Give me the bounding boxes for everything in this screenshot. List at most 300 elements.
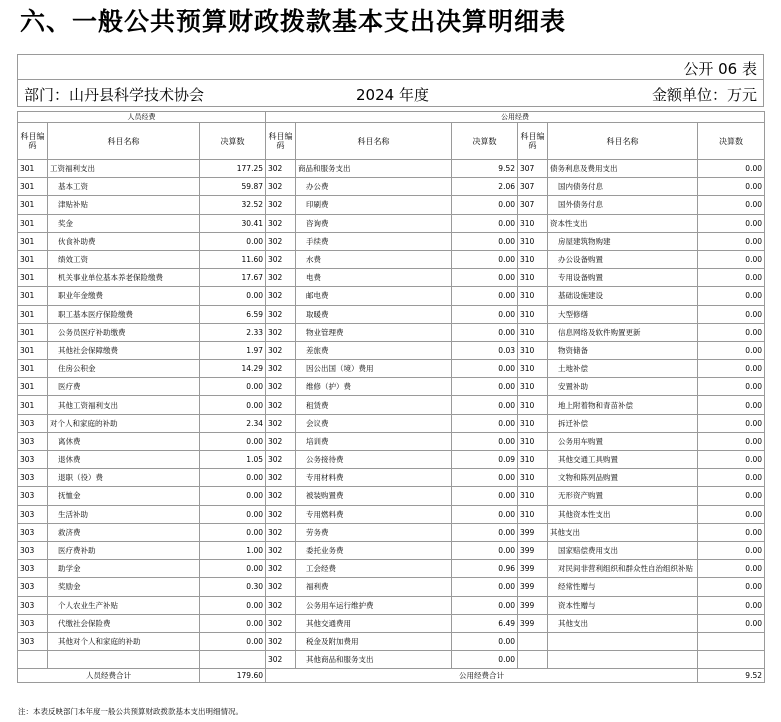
subject-code: 302 [266,596,296,614]
subject-amount: 0.00 [698,360,765,378]
subject-name: 因公出国（境）费用 [296,360,452,378]
table-row [18,196,765,214]
header-divider [18,79,763,80]
subject-code: 303 [18,469,48,487]
subject-amount: 0.00 [698,269,765,287]
subject-code: 302 [266,432,296,450]
subject-code: 302 [266,250,296,268]
subject-code: 310 [518,287,548,305]
subject-amount: 0.00 [698,178,765,196]
subject-name: 国内债务付息 [548,178,698,196]
table-row [18,323,765,341]
subject-code: 302 [266,341,296,359]
subject-name: 大型修缮 [548,305,698,323]
subject-name: 公务员医疗补助缴费 [48,323,200,341]
col-amount-2: 决算数 [452,123,518,160]
subject-code: 303 [18,596,48,614]
subject-amount: 0.00 [698,341,765,359]
subject-name: 地上附着物和青苗补偿 [548,396,698,414]
subject-code: 399 [518,541,548,559]
table-row [18,451,765,469]
subject-amount: 0.00 [452,432,518,450]
subject-code: 307 [518,160,548,178]
public-total-label: 公用经费合计 [266,669,698,683]
subject-name: 其他资本性支出 [548,505,698,523]
subject-name: 资本性支出 [548,214,698,232]
subject-amount: 0.00 [698,614,765,632]
subject-code: 399 [518,596,548,614]
subject-name: 房屋建筑物购建 [548,232,698,250]
col-code-3: 科目编码 [518,123,548,160]
subject-code: 302 [266,360,296,378]
fiscal-year: 2024 年度 [356,86,429,104]
table-body [18,160,765,669]
section-row [18,112,765,123]
subject-amount: 0.00 [452,651,518,669]
table-row [18,232,765,250]
subject-code: 310 [518,396,548,414]
subject-code: 302 [266,396,296,414]
subject-code: 302 [266,232,296,250]
subject-amount: 0.00 [452,214,518,232]
subject-name: 基本工资 [48,178,200,196]
subject-code: 302 [266,305,296,323]
subject-code: 307 [518,178,548,196]
subject-amount: 0.00 [698,196,765,214]
subject-name: 委托业务费 [296,541,452,559]
public-total-value: 9.52 [698,669,765,683]
subject-amount: 0.03 [452,341,518,359]
subject-name: 医疗费 [48,378,200,396]
subject-code: 302 [266,578,296,596]
subject-amount: 0.00 [452,523,518,541]
subject-name: 住房公积金 [48,360,200,378]
table-row [18,378,765,396]
subject-amount: 0.00 [452,487,518,505]
subject-amount: 0.00 [698,560,765,578]
subject-code: 302 [266,541,296,559]
subject-name: 对个人和家庭的补助 [48,414,200,432]
subject-name: 生活补助 [48,505,200,523]
subject-amount: 0.00 [452,323,518,341]
subject-name: 其他对个人和家庭的补助 [48,632,200,650]
subject-amount: 0.00 [698,432,765,450]
subject-code: 302 [266,632,296,650]
subject-name: 绩效工资 [48,250,200,268]
col-amount-3: 决算数 [698,123,765,160]
subject-amount: 0.00 [698,469,765,487]
subject-amount: 1.00 [200,541,266,559]
subject-amount: 0.00 [200,614,266,632]
subject-amount: 0.00 [200,378,266,396]
subject-name: 国外债务付息 [548,196,698,214]
subject-code: 301 [18,341,48,359]
subject-code: 301 [18,305,48,323]
subject-code: 301 [18,269,48,287]
table-row [18,178,765,196]
subject-amount [698,651,765,669]
subject-name: 商品和服务支出 [296,160,452,178]
subject-amount: 17.67 [200,269,266,287]
subject-code: 303 [18,451,48,469]
subject-name: 咨询费 [296,214,452,232]
table-row [18,578,765,596]
subject-name: 劳务费 [296,523,452,541]
table-row [18,487,765,505]
subject-amount: 0.00 [698,305,765,323]
subject-code: 303 [18,560,48,578]
subject-amount: 1.97 [200,341,266,359]
subject-code: 310 [518,232,548,250]
subject-name: 代缴社会保险费 [48,614,200,632]
subject-amount: 0.30 [200,578,266,596]
subject-name: 救济费 [48,523,200,541]
subject-amount: 11.60 [200,250,266,268]
subject-name: 税金及附加费用 [296,632,452,650]
subject-name: 差旅费 [296,341,452,359]
subject-amount: 0.00 [452,578,518,596]
subject-code: 302 [266,523,296,541]
subject-name: 培训费 [296,432,452,450]
subject-code: 302 [266,414,296,432]
report-header [17,54,764,107]
subject-code: 303 [18,541,48,559]
subject-name: 助学金 [48,560,200,578]
subject-amount: 0.00 [452,414,518,432]
subject-code: 301 [18,250,48,268]
subject-name: 退职（役）费 [48,469,200,487]
subject-name [548,651,698,669]
subject-amount: 0.00 [452,360,518,378]
subject-code: 303 [18,414,48,432]
subject-code: 303 [18,505,48,523]
table-row [18,432,765,450]
subject-code: 399 [518,523,548,541]
subject-name: 工会经费 [296,560,452,578]
subject-code: 302 [266,269,296,287]
subject-amount: 6.49 [452,614,518,632]
subject-name: 福利费 [296,578,452,596]
col-code-2: 科目编码 [266,123,296,160]
subject-code: 303 [18,632,48,650]
subject-name: 职业年金缴费 [48,287,200,305]
subject-name: 其他社会保障缴费 [48,341,200,359]
subject-name: 办公设备购置 [548,250,698,268]
subject-amount: 0.00 [698,505,765,523]
subject-name: 国家赔偿费用支出 [548,541,698,559]
subject-name: 工资福利支出 [48,160,200,178]
subject-name: 租赁费 [296,396,452,414]
table-row [18,214,765,232]
subject-code: 301 [18,160,48,178]
table-row [18,651,765,669]
col-name-1: 科目名称 [48,123,200,160]
subject-amount: 0.00 [200,632,266,650]
subject-amount: 0.00 [200,560,266,578]
subject-amount: 0.00 [698,487,765,505]
subject-code: 302 [266,323,296,341]
subject-amount: 0.00 [452,378,518,396]
subject-name: 水费 [296,250,452,268]
subject-amount: 0.96 [452,560,518,578]
subject-code: 310 [518,505,548,523]
subject-code: 310 [518,250,548,268]
subject-code: 399 [518,560,548,578]
table-row [18,341,765,359]
subject-amount: 0.00 [698,214,765,232]
subject-name: 取暖费 [296,305,452,323]
subject-name: 对民间非营利组织和群众性自治组织补贴 [548,560,698,578]
subject-name: 抚恤金 [48,487,200,505]
subject-amount: 0.00 [698,414,765,432]
subject-code: 302 [266,614,296,632]
subject-amount: 0.00 [452,250,518,268]
subject-name: 奖励金 [48,578,200,596]
subject-name: 文物和陈列品购置 [548,469,698,487]
subject-amount: 2.34 [200,414,266,432]
subject-code: 310 [518,487,548,505]
subject-code: 302 [266,451,296,469]
col-name-3: 科目名称 [548,123,698,160]
subject-code: 302 [266,178,296,196]
subject-name: 专用设备购置 [548,269,698,287]
amount-unit: 金额单位：万元 [651,86,757,104]
subject-amount: 0.00 [698,378,765,396]
subject-code: 301 [18,232,48,250]
table-row [18,360,765,378]
table-row [18,523,765,541]
table-row [18,469,765,487]
subject-amount: 0.00 [698,160,765,178]
subject-name: 邮电费 [296,287,452,305]
table-row [18,305,765,323]
subject-code: 310 [518,341,548,359]
subject-name: 资本性赠与 [548,596,698,614]
subject-code: 310 [518,432,548,450]
subject-amount: 0.00 [698,323,765,341]
subject-amount: 6.59 [200,305,266,323]
subject-amount [698,632,765,650]
subject-name: 安置补助 [548,378,698,396]
subject-name: 维修（护）费 [296,378,452,396]
table-row [18,541,765,559]
subject-amount: 2.33 [200,323,266,341]
subject-name: 债务利息及费用支出 [548,160,698,178]
subject-amount: 177.25 [200,160,266,178]
form-number: 公开 06 表 [683,60,757,78]
subject-name: 机关事业单位基本养老保险缴费 [48,269,200,287]
subject-name: 信息网络及软件购置更新 [548,323,698,341]
subject-amount: 14.29 [200,360,266,378]
subject-code: 301 [18,396,48,414]
subject-amount: 0.00 [698,250,765,268]
table-row [18,560,765,578]
subject-amount: 0.00 [452,541,518,559]
col-code-1: 科目编码 [18,123,48,160]
table-row [18,250,765,268]
subject-name: 津贴补贴 [48,196,200,214]
subject-amount: 0.00 [200,487,266,505]
subject-name: 被装购置费 [296,487,452,505]
subject-name: 物资储备 [548,341,698,359]
subject-amount: 0.00 [698,596,765,614]
subject-name: 其他商品和服务支出 [296,651,452,669]
department-label: 部门：山丹县科学技术协会 [24,86,205,104]
subject-code: 310 [518,451,548,469]
subject-code: 310 [518,469,548,487]
subject-name: 公务用车运行维护费 [296,596,452,614]
section-personnel: 人员经费 [18,112,266,123]
subject-code: 302 [266,196,296,214]
subject-amount: 0.00 [452,232,518,250]
subject-code: 301 [18,287,48,305]
expenditure-table [17,111,765,683]
subject-amount: 32.52 [200,196,266,214]
subject-code: 301 [18,360,48,378]
subject-code: 310 [518,323,548,341]
subject-code: 310 [518,360,548,378]
subject-amount: 0.00 [452,269,518,287]
col-name-2: 科目名称 [296,123,452,160]
subject-name: 会议费 [296,414,452,432]
subject-name: 专用材料费 [296,469,452,487]
subject-amount: 0.00 [698,578,765,596]
subject-amount: 0.00 [200,469,266,487]
subject-code: 310 [518,414,548,432]
subject-code: 307 [518,196,548,214]
subject-code: 302 [266,287,296,305]
subject-code [518,632,548,650]
subject-code: 302 [266,378,296,396]
subject-amount: 0.00 [452,305,518,323]
subject-amount: 0.00 [200,523,266,541]
subject-amount: 0.00 [200,432,266,450]
subject-name: 职工基本医疗保险缴费 [48,305,200,323]
subject-code: 301 [18,196,48,214]
section-public: 公用经费 [266,112,765,123]
table-row [18,505,765,523]
subject-name: 拆迁补偿 [548,414,698,432]
table-row [18,614,765,632]
subject-code: 303 [18,432,48,450]
subject-amount: 0.00 [452,505,518,523]
subject-code: 310 [518,378,548,396]
subject-name: 电费 [296,269,452,287]
subject-amount: 0.00 [698,541,765,559]
page-title: 六、一般公共预算财政拨款基本支出决算明细表 [20,7,567,36]
totals-row [18,669,765,683]
subject-code: 301 [18,323,48,341]
subject-name [548,632,698,650]
table-row [18,414,765,432]
subject-name: 离休费 [48,432,200,450]
subject-name: 其他交通工具购置 [548,451,698,469]
subject-code: 301 [18,378,48,396]
subject-name: 基础设施建设 [548,287,698,305]
subject-name: 退休费 [48,451,200,469]
subject-name: 印刷费 [296,196,452,214]
subject-code: 301 [18,178,48,196]
subject-amount: 1.05 [200,451,266,469]
subject-name: 专用燃料费 [296,505,452,523]
subject-name: 土地补偿 [548,360,698,378]
personnel-total-label: 人员经费合计 [18,669,200,683]
subject-code: 310 [518,269,548,287]
subject-code: 310 [518,305,548,323]
subject-name: 其他工资福利支出 [48,396,200,414]
subject-amount: 0.00 [698,451,765,469]
subject-name: 其他支出 [548,523,698,541]
subject-name: 个人农业生产补贴 [48,596,200,614]
subject-amount: 0.00 [452,469,518,487]
subject-code: 303 [18,487,48,505]
subject-amount: 0.00 [200,232,266,250]
subject-name: 公务接待费 [296,451,452,469]
subject-amount: 0.00 [200,505,266,523]
subject-code [18,651,48,669]
subject-code: 302 [266,505,296,523]
subject-code: 399 [518,578,548,596]
subject-name: 医疗费补助 [48,541,200,559]
subject-code: 302 [266,487,296,505]
subject-amount: 2.06 [452,178,518,196]
subject-code: 302 [266,560,296,578]
subject-amount: 0.00 [698,523,765,541]
subject-amount: 0.00 [452,287,518,305]
subject-name: 手续费 [296,232,452,250]
table-row [18,396,765,414]
subject-code: 303 [18,578,48,596]
subject-code [518,651,548,669]
subject-code: 399 [518,614,548,632]
subject-amount: 0.00 [698,232,765,250]
subject-amount: 0.09 [452,451,518,469]
subject-name: 伙食补助费 [48,232,200,250]
column-header-row [18,123,765,160]
subject-code: 301 [18,214,48,232]
subject-name: 无形资产购置 [548,487,698,505]
subject-code: 302 [266,469,296,487]
table-note: 注：本表反映部门本年度一般公共预算财政拨款基本支出明细情况。 [18,707,243,716]
table-row [18,596,765,614]
subject-amount: 0.00 [452,396,518,414]
subject-amount [200,651,266,669]
subject-amount: 0.00 [200,396,266,414]
subject-name: 其他支出 [548,614,698,632]
table-row [18,287,765,305]
table-row [18,269,765,287]
subject-amount: 0.00 [452,196,518,214]
subject-code: 303 [18,614,48,632]
subject-amount: 0.00 [698,396,765,414]
subject-name [48,651,200,669]
subject-amount: 30.41 [200,214,266,232]
subject-code: 302 [266,214,296,232]
table-row [18,160,765,178]
subject-amount: 0.00 [200,596,266,614]
subject-name: 公务用车购置 [548,432,698,450]
subject-code: 310 [518,214,548,232]
personnel-total-value: 179.60 [200,669,266,683]
subject-amount: 0.00 [698,287,765,305]
subject-name: 经常性赠与 [548,578,698,596]
subject-name: 办公费 [296,178,452,196]
subject-amount: 59.87 [200,178,266,196]
subject-code: 302 [266,651,296,669]
table-row [18,632,765,650]
subject-name: 奖金 [48,214,200,232]
col-amount-1: 决算数 [200,123,266,160]
